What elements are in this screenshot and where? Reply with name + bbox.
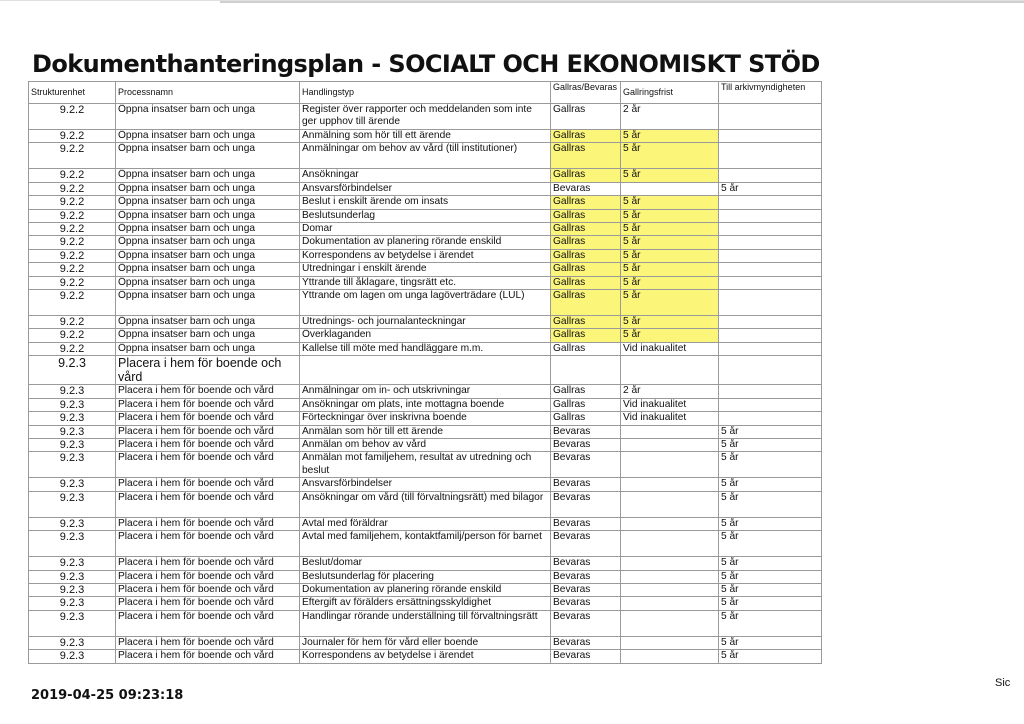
cell-gallras-bevaras: Gallras	[551, 263, 621, 276]
cell-handlingstyp: Ansökningar om vård (till förvaltningsrätt) med bilagor	[300, 491, 551, 517]
table-row	[29, 610, 822, 636]
table-row	[29, 182, 822, 195]
table-row	[29, 398, 822, 411]
cell-strukturenhet: 9.2.2	[29, 209, 116, 222]
top-scan-rule	[220, 1, 1024, 3]
cell-processnamn: Öppna insatser barn och unga	[116, 223, 300, 236]
table-row	[29, 209, 822, 222]
cell-strukturenhet: 9.2.3	[29, 557, 116, 570]
cell-gallringsfrist	[621, 610, 719, 636]
cell-processnamn: Placera i hem för boende och vård	[116, 478, 300, 491]
cell-till-arkivmyndigheten	[719, 104, 822, 130]
cell-gallras-bevaras: Gallras	[551, 143, 621, 169]
cell-processnamn: Placera i hem för boende och vård	[116, 583, 300, 596]
cell-processnamn: Öppna insatser barn och unga	[116, 276, 300, 289]
page-title: Dokumenthanteringsplan - SOCIALT OCH EKONOMISKT STÖD	[32, 50, 820, 78]
cell-processnamn: Placera i hem för boende och vård	[116, 385, 300, 398]
cell-handlingstyp: Yttrande till åklagare, tingsrätt etc.	[300, 276, 551, 289]
cell-gallras-bevaras: Bevaras	[551, 570, 621, 583]
cell-till-arkivmyndigheten	[719, 236, 822, 249]
cell-processnamn: Placera i hem för boende och vård	[116, 398, 300, 411]
header-gallras-bevaras: Gallras/Bevaras	[551, 82, 621, 104]
table-row	[29, 650, 822, 663]
cell-till-arkivmyndigheten	[719, 209, 822, 222]
cell-gallras-bevaras: Bevaras	[551, 438, 621, 451]
table-row	[29, 223, 822, 236]
cell-processnamn: Placera i hem för boende och vård	[116, 531, 300, 557]
cell-gallringsfrist	[621, 597, 719, 610]
cell-till-arkivmyndigheten: 5 år	[719, 478, 822, 491]
cell-handlingstyp: Beslutsunderlag	[300, 209, 551, 222]
cell-handlingstyp: Överklaganden	[300, 329, 551, 342]
cell-processnamn: Öppna insatser barn och unga	[116, 329, 300, 342]
table-row	[29, 517, 822, 530]
print-timestamp: 2019-04-25 09:23:18	[31, 688, 184, 703]
cell-till-arkivmyndigheten: 5 år	[719, 570, 822, 583]
cell-handlingstyp: Anmälning som hör till ett ärende	[300, 130, 551, 143]
cell-strukturenhet: 9.2.3	[29, 570, 116, 583]
cell-handlingstyp: Ansökningar	[300, 169, 551, 182]
cell-strukturenhet: 9.2.2	[29, 342, 116, 355]
cell-processnamn: Placera i hem för boende och vård	[116, 557, 300, 570]
cell-gallringsfrist	[621, 650, 719, 663]
cell-strukturenhet: 9.2.2	[29, 249, 116, 262]
cell-gallras-bevaras	[551, 356, 621, 385]
table-row	[29, 425, 822, 438]
cell-handlingstyp	[300, 356, 551, 385]
cell-handlingstyp: Journaler för hem för vård eller boende	[300, 636, 551, 649]
cell-till-arkivmyndigheten: 5 år	[719, 531, 822, 557]
header-row	[29, 82, 822, 104]
cell-gallras-bevaras: Bevaras	[551, 610, 621, 636]
cell-gallringsfrist	[621, 452, 719, 478]
cell-strukturenhet: 9.2.3	[29, 412, 116, 425]
cell-gallringsfrist	[621, 531, 719, 557]
cell-handlingstyp: Avtal med föräldrar	[300, 517, 551, 530]
table-row	[29, 570, 822, 583]
cell-gallringsfrist: 5 år	[621, 316, 719, 329]
cell-gallras-bevaras: Gallras	[551, 329, 621, 342]
cell-till-arkivmyndigheten: 5 år	[719, 636, 822, 649]
cell-strukturenhet: 9.2.3	[29, 452, 116, 478]
retention-table	[28, 81, 822, 664]
cell-gallras-bevaras: Bevaras	[551, 557, 621, 570]
cell-gallringsfrist	[621, 583, 719, 596]
table-row	[29, 249, 822, 262]
table-row	[29, 385, 822, 398]
cell-till-arkivmyndigheten: 5 år	[719, 452, 822, 478]
cell-till-arkivmyndigheten: 5 år	[719, 182, 822, 195]
table-row	[29, 597, 822, 610]
cell-handlingstyp: Register över rapporter och meddelanden som inte ger upphov till ärende	[300, 104, 551, 130]
cell-gallringsfrist	[621, 182, 719, 195]
cell-handlingstyp: Avtal med familjehem, kontaktfamilj/person för barnet	[300, 531, 551, 557]
cell-strukturenhet: 9.2.2	[29, 223, 116, 236]
table-row	[29, 196, 822, 209]
cell-strukturenhet: 9.2.2	[29, 316, 116, 329]
cell-processnamn: Placera i hem för boende och vård	[116, 650, 300, 663]
cell-handlingstyp: Beslutsunderlag för placering	[300, 570, 551, 583]
cell-gallringsfrist: 5 år	[621, 290, 719, 316]
cell-gallringsfrist	[621, 356, 719, 385]
header-processnamn: Processnamn	[116, 82, 300, 104]
cell-till-arkivmyndigheten: 5 år	[719, 583, 822, 596]
cell-gallringsfrist: 2 år	[621, 104, 719, 130]
cell-handlingstyp: Förteckningar över inskrivna boende	[300, 412, 551, 425]
cell-handlingstyp: Dokumentation av planering rörande enskild	[300, 583, 551, 596]
cell-processnamn: Öppna insatser barn och unga	[116, 209, 300, 222]
cell-strukturenhet: 9.2.3	[29, 597, 116, 610]
cell-till-arkivmyndigheten	[719, 169, 822, 182]
table-row	[29, 169, 822, 182]
cell-till-arkivmyndigheten	[719, 143, 822, 169]
table-row	[29, 452, 822, 478]
cell-processnamn: Öppna insatser barn och unga	[116, 263, 300, 276]
cell-gallringsfrist: 5 år	[621, 329, 719, 342]
cell-till-arkivmyndigheten: 5 år	[719, 597, 822, 610]
cell-strukturenhet: 9.2.2	[29, 263, 116, 276]
cell-gallringsfrist: 5 år	[621, 143, 719, 169]
cell-gallringsfrist: Vid inakualitet	[621, 412, 719, 425]
cell-till-arkivmyndigheten: 5 år	[719, 425, 822, 438]
cell-till-arkivmyndigheten: 5 år	[719, 517, 822, 530]
cell-gallras-bevaras: Gallras	[551, 196, 621, 209]
cell-processnamn: Placera i hem för boende och vård	[116, 425, 300, 438]
cell-processnamn: Öppna insatser barn och unga	[116, 143, 300, 169]
cell-till-arkivmyndigheten	[719, 130, 822, 143]
cell-processnamn: Placera i hem för boende och vård	[116, 438, 300, 451]
cell-handlingstyp: Korrespondens av betydelse i ärendet	[300, 249, 551, 262]
cell-strukturenhet: 9.2.2	[29, 143, 116, 169]
cell-handlingstyp: Beslut i enskilt ärende om insats	[300, 196, 551, 209]
cell-processnamn: Placera i hem för boende och vård	[116, 597, 300, 610]
cell-gallras-bevaras: Gallras	[551, 249, 621, 262]
cell-processnamn: Öppna insatser barn och unga	[116, 196, 300, 209]
cell-strukturenhet: 9.2.3	[29, 491, 116, 517]
table-row	[29, 236, 822, 249]
cell-strukturenhet: 9.2.3	[29, 438, 116, 451]
cell-processnamn: Öppna insatser barn och unga	[116, 130, 300, 143]
cell-gallras-bevaras: Gallras	[551, 290, 621, 316]
cell-till-arkivmyndigheten: 5 år	[719, 557, 822, 570]
table-row	[29, 329, 822, 342]
cell-handlingstyp: Ansvarsförbindelser	[300, 182, 551, 195]
cell-processnamn: Öppna insatser barn och unga	[116, 249, 300, 262]
cell-handlingstyp: Anmälan om behov av vård	[300, 438, 551, 451]
cell-gallringsfrist: 5 år	[621, 223, 719, 236]
cell-strukturenhet: 9.2.3	[29, 356, 116, 385]
cell-processnamn: Placera i hem för boende och vård	[116, 610, 300, 636]
cell-gallringsfrist	[621, 557, 719, 570]
cell-gallringsfrist: 5 år	[621, 169, 719, 182]
cell-gallras-bevaras: Bevaras	[551, 583, 621, 596]
cell-handlingstyp: Eftergift av förälders ersättningsskyldighet	[300, 597, 551, 610]
cell-strukturenhet: 9.2.2	[29, 329, 116, 342]
cell-gallras-bevaras: Gallras	[551, 342, 621, 355]
cell-processnamn: Öppna insatser barn och unga	[116, 342, 300, 355]
table-row	[29, 478, 822, 491]
cell-handlingstyp: Yttrande om lagen om unga lagöverträdare (LUL)	[300, 290, 551, 316]
cell-strukturenhet: 9.2.3	[29, 425, 116, 438]
cell-gallringsfrist: 2 år	[621, 385, 719, 398]
cell-gallras-bevaras: Bevaras	[551, 531, 621, 557]
cell-strukturenhet: 9.2.2	[29, 169, 116, 182]
cell-processnamn: Placera i hem för boende och vård	[116, 412, 300, 425]
table-row	[29, 130, 822, 143]
cell-gallringsfrist: Vid inakualitet	[621, 342, 719, 355]
cell-till-arkivmyndigheten: 5 år	[719, 650, 822, 663]
cell-till-arkivmyndigheten	[719, 290, 822, 316]
cell-processnamn: Öppna insatser barn och unga	[116, 316, 300, 329]
cell-strukturenhet: 9.2.3	[29, 650, 116, 663]
cell-gallras-bevaras: Bevaras	[551, 452, 621, 478]
cell-gallras-bevaras: Gallras	[551, 169, 621, 182]
cell-gallras-bevaras: Gallras	[551, 209, 621, 222]
cell-gallras-bevaras: Gallras	[551, 104, 621, 130]
table-row	[29, 342, 822, 355]
cell-gallras-bevaras: Bevaras	[551, 636, 621, 649]
cell-till-arkivmyndigheten	[719, 342, 822, 355]
cell-handlingstyp: Dokumentation av planering rörande enskild	[300, 236, 551, 249]
cell-gallringsfrist: 5 år	[621, 276, 719, 289]
cell-processnamn: Placera i hem för boende och vård	[116, 491, 300, 517]
cell-gallringsfrist	[621, 636, 719, 649]
cell-till-arkivmyndigheten	[719, 398, 822, 411]
cell-gallringsfrist	[621, 425, 719, 438]
table-row	[29, 263, 822, 276]
cell-gallras-bevaras: Gallras	[551, 276, 621, 289]
cell-handlingstyp: Kallelse till möte med handläggare m.m.	[300, 342, 551, 355]
cell-gallringsfrist: 5 år	[621, 196, 719, 209]
cell-gallringsfrist: 5 år	[621, 209, 719, 222]
table-body	[29, 104, 822, 664]
cell-gallringsfrist	[621, 517, 719, 530]
cell-till-arkivmyndigheten	[719, 263, 822, 276]
cell-gallras-bevaras: Gallras	[551, 316, 621, 329]
cell-till-arkivmyndigheten	[719, 223, 822, 236]
cell-gallringsfrist: 5 år	[621, 263, 719, 276]
table-row	[29, 143, 822, 169]
table-row	[29, 356, 822, 385]
cell-strukturenhet: 9.2.2	[29, 276, 116, 289]
cell-gallringsfrist: Vid inakualitet	[621, 398, 719, 411]
header-handlingstyp: Handlingstyp	[300, 82, 551, 104]
cell-handlingstyp: Ansvarsförbindelser	[300, 478, 551, 491]
cell-till-arkivmyndigheten	[719, 276, 822, 289]
cell-till-arkivmyndigheten	[719, 329, 822, 342]
cell-handlingstyp: Anmälningar om in- och utskrivningar	[300, 385, 551, 398]
cell-processnamn: Placera i hem för boende och vård	[116, 636, 300, 649]
cell-handlingstyp: Anmälningar om behov av vård (till institutioner)	[300, 143, 551, 169]
table-row	[29, 412, 822, 425]
cell-strukturenhet: 9.2.2	[29, 196, 116, 209]
cell-handlingstyp: Domar	[300, 223, 551, 236]
cell-strukturenhet: 9.2.2	[29, 104, 116, 130]
cell-handlingstyp: Utredningar i enskilt ärende	[300, 263, 551, 276]
cell-strukturenhet: 9.2.2	[29, 182, 116, 195]
cell-strukturenhet: 9.2.2	[29, 290, 116, 316]
cell-gallras-bevaras: Bevaras	[551, 650, 621, 663]
cell-till-arkivmyndigheten	[719, 316, 822, 329]
header-strukturenhet: Strukturenhet	[29, 82, 116, 104]
cell-processnamn: Placera i hem för boende och vård	[116, 356, 300, 385]
cell-gallras-bevaras: Gallras	[551, 412, 621, 425]
cell-strukturenhet: 9.2.3	[29, 610, 116, 636]
cell-processnamn: Placera i hem för boende och vård	[116, 517, 300, 530]
cell-processnamn: Öppna insatser barn och unga	[116, 290, 300, 316]
cell-gallringsfrist: 5 år	[621, 236, 719, 249]
cell-gallras-bevaras: Bevaras	[551, 478, 621, 491]
cell-gallringsfrist	[621, 491, 719, 517]
cell-gallras-bevaras: Bevaras	[551, 182, 621, 195]
cell-till-arkivmyndigheten: 5 år	[719, 491, 822, 517]
table-row	[29, 531, 822, 557]
cell-gallras-bevaras: Gallras	[551, 130, 621, 143]
cell-handlingstyp: Ansökningar om plats, inte mottagna boende	[300, 398, 551, 411]
cell-handlingstyp: Beslut/domar	[300, 557, 551, 570]
cell-till-arkivmyndigheten	[719, 356, 822, 385]
cell-strukturenhet: 9.2.3	[29, 398, 116, 411]
table-row	[29, 276, 822, 289]
table-row	[29, 557, 822, 570]
cell-gallras-bevaras: Bevaras	[551, 491, 621, 517]
cell-gallringsfrist: 5 år	[621, 130, 719, 143]
table-row	[29, 583, 822, 596]
cell-processnamn: Öppna insatser barn och unga	[116, 182, 300, 195]
cell-till-arkivmyndigheten	[719, 385, 822, 398]
cell-processnamn: Öppna insatser barn och unga	[116, 169, 300, 182]
table-row	[29, 491, 822, 517]
cell-strukturenhet: 9.2.3	[29, 531, 116, 557]
cell-gallras-bevaras: Gallras	[551, 223, 621, 236]
cell-handlingstyp: Korrespondens av betydelse i ärendet	[300, 650, 551, 663]
cell-handlingstyp: Anmälan som hör till ett ärende	[300, 425, 551, 438]
cell-till-arkivmyndigheten	[719, 412, 822, 425]
cell-processnamn: Öppna insatser barn och unga	[116, 104, 300, 130]
table-row	[29, 438, 822, 451]
cell-strukturenhet: 9.2.3	[29, 583, 116, 596]
cell-processnamn: Placera i hem för boende och vård	[116, 570, 300, 583]
cell-till-arkivmyndigheten: 5 år	[719, 610, 822, 636]
header-gallringsfrist: Gallringsfrist	[621, 82, 719, 104]
cell-strukturenhet: 9.2.3	[29, 385, 116, 398]
table-row	[29, 104, 822, 130]
cell-strukturenhet: 9.2.3	[29, 636, 116, 649]
cell-gallras-bevaras: Gallras	[551, 385, 621, 398]
table-row	[29, 290, 822, 316]
cell-gallringsfrist	[621, 570, 719, 583]
cell-strukturenhet: 9.2.3	[29, 517, 116, 530]
cell-strukturenhet: 9.2.2	[29, 130, 116, 143]
cell-strukturenhet: 9.2.3	[29, 478, 116, 491]
cell-gallringsfrist	[621, 478, 719, 491]
page-mark: Sic	[995, 677, 1011, 689]
cell-till-arkivmyndigheten	[719, 196, 822, 209]
cell-handlingstyp: Handlingar rörande underställning till förvaltningsrätt	[300, 610, 551, 636]
cell-gallras-bevaras: Bevaras	[551, 597, 621, 610]
cell-gallras-bevaras: Bevaras	[551, 425, 621, 438]
table-row	[29, 636, 822, 649]
cell-till-arkivmyndigheten: 5 år	[719, 438, 822, 451]
cell-gallras-bevaras: Gallras	[551, 236, 621, 249]
cell-gallringsfrist	[621, 438, 719, 451]
cell-processnamn: Öppna insatser barn och unga	[116, 236, 300, 249]
header-till-arkivmyndigheten: Till arkivmyndigheten	[719, 82, 822, 104]
cell-gallras-bevaras: Bevaras	[551, 517, 621, 530]
cell-till-arkivmyndigheten	[719, 249, 822, 262]
cell-gallras-bevaras: Gallras	[551, 398, 621, 411]
table-row	[29, 316, 822, 329]
cell-strukturenhet: 9.2.2	[29, 236, 116, 249]
cell-handlingstyp: Utrednings- och journalanteckningar	[300, 316, 551, 329]
cell-gallringsfrist: 5 år	[621, 249, 719, 262]
cell-processnamn: Placera i hem för boende och vård	[116, 452, 300, 478]
cell-handlingstyp: Anmälan mot familjehem, resultat av utredning och beslut	[300, 452, 551, 478]
